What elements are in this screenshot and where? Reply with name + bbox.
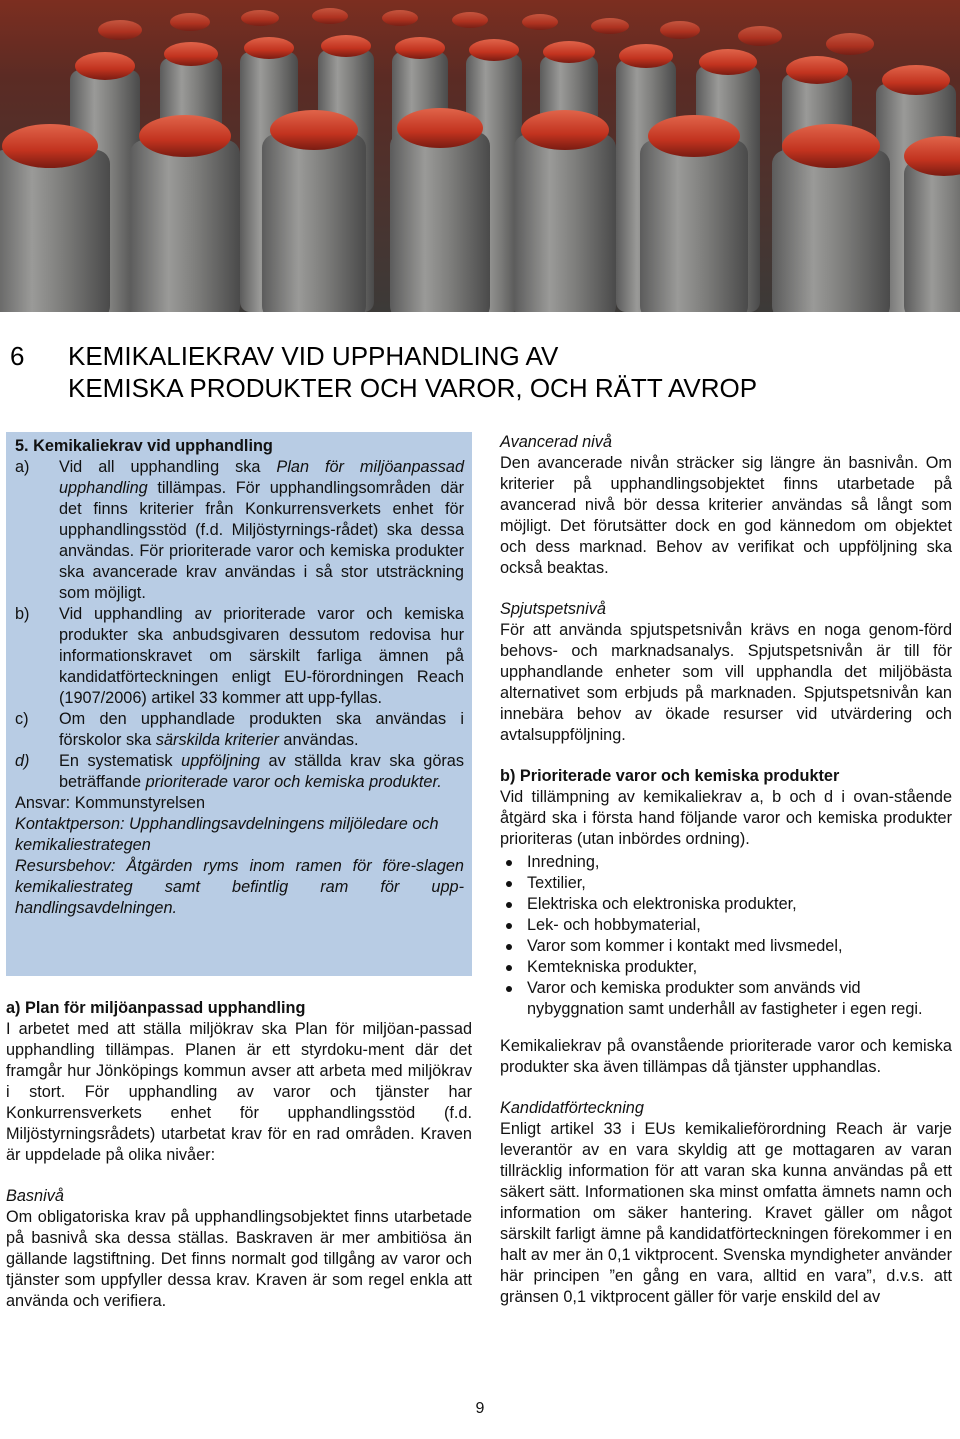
bullet-icon	[506, 965, 512, 971]
list-item-text: Kemtekniska produkter,	[527, 958, 698, 976]
kandidat-heading: Kandidatförteckning	[500, 1099, 644, 1117]
priority-list	[500, 852, 952, 1020]
item-text: Vid upphandling av prioriterade varor och kemiska produkter ska anbudsgivaren dessutom redovisa hur informationskravet om särskilt farliga ämnen på kandidatförteckningen enligt EU-förordningen Reach (1907/2006) artikel 33 kommer att upp-fyllas.	[59, 605, 464, 707]
chapter-title-line1: KEMIKALIEKRAV VID UPPHANDLING AV	[68, 341, 559, 371]
item-label: a)	[15, 458, 30, 476]
list-item	[500, 936, 952, 957]
item-emphasis: Plan för miljöanpassad upphandling	[59, 458, 464, 497]
basniva-body: Om obligatoriska krav på upphandlingsobjektet finns utarbetade på basnivå ska dessa ställas. Baskraven är mer ambitiösa än gällande lagstiftning. Det finns normalt god tillgång av varor och tjänster som uppfyller dessa krav. Kraven är som regel enkla att använda och verifiera.	[6, 1208, 472, 1310]
avancerad-body: Den avancerade nivån sträcker sig längre än basnivån. Om kriterier på upphandlingsobjektet finns utarbetade på avancerad nivå bör dessa kriterier användas så långt som möjligt. Det förutsätter dock en god kännedom om objektet och dess marknad. Behov av verifikat och uppföljning ska också beaktas.	[500, 454, 952, 577]
contact-person: Kontaktperson: Upphandlingsavdelningens miljöledare och kemikaliestrategen	[15, 815, 439, 854]
avancerad-heading: Avancerad nivå	[500, 433, 612, 451]
list-item	[500, 978, 952, 1020]
kandidat-body: Enligt artikel 33 i EUs kemikalieförordning Reach är varje leverantör av en vara skyldig att ge mottagaren av varan tillräcklig information för att varan ska kunna användas på ett säkert sätt. Informationen ska minst omfatta ämnets namn och information om säker hantering. Kravet gäller om något särskilt farligt ämne på kandidatförteckningen förekommer i en halt av mer än 0,1 viktprocent. Svenska myndigheter använder här principen ”en gång en vara, alltid en vara”, d.v.s. att gränsen 0,1 viktprocent gäller för varje enskild del av	[500, 1120, 952, 1306]
chemical-containers-image	[0, 0, 960, 312]
item-emphasis: uppföljning	[181, 752, 260, 770]
section-a-heading: a) Plan för miljöanpassad upphandling	[6, 999, 306, 1017]
list-item	[500, 894, 952, 915]
item-text: Vid all upphandling ska	[59, 458, 277, 476]
box-item-b	[15, 604, 464, 709]
header-photo	[0, 0, 960, 312]
list-item-text: Lek- och hobbymaterial,	[527, 916, 701, 934]
action-box	[6, 432, 472, 976]
right-column	[500, 432, 952, 1308]
responsibility: Ansvar: Kommunstyrelsen	[15, 794, 206, 812]
basniva-heading: Basnivå	[6, 1187, 64, 1205]
item-emphasis: särskilda kriterier	[155, 731, 279, 749]
item-text: En systematisk	[59, 752, 182, 770]
list-item-text: Varor som kommer i kontakt med livsmedel,	[527, 937, 843, 955]
item-text: av ställda krav ska göras beträffande	[59, 752, 464, 791]
item-text: användas.	[278, 731, 359, 749]
resource-need: Resursbehov: Åtgärden ryms inom ramen för före-slagen kemikaliestrateg samt befintlig ram för upp-handlingsavdelningen.	[15, 857, 464, 917]
item-label: c)	[15, 710, 29, 728]
spjutspets-heading: Spjutspetsnivå	[500, 600, 606, 618]
item-label: b)	[15, 605, 30, 623]
bullet-icon	[506, 923, 512, 929]
box-item-c	[15, 709, 464, 751]
list-item	[500, 873, 952, 894]
bullet-icon	[506, 881, 512, 887]
item-text: Om den upphandlade produkten ska användas i förskolor ska	[59, 710, 464, 749]
list-item-text: Varor och kemiska produkter som används vid nybyggnation samt underhåll av fastigheter i egen regi.	[527, 979, 923, 1018]
box-item-d	[15, 751, 464, 793]
item-label: d)	[15, 752, 30, 770]
list-item-text: Elektriska och elektroniska produkter,	[527, 895, 797, 913]
item-text: tillämpas. För upphandlingsområden där det finns kriterier från Konkurrensverkets enhet för upphandlingsstöd (f.d. Miljöstyrnings-rådet) ska dessa användas. För prioriterade varor och kemiska produkter ska avancerade krav användas i så stor utsträckning som möjligt.	[59, 479, 464, 602]
chapter-title-line2: KEMISKA PRODUKTER OCH VAROR, OCH RÄTT AVROP	[68, 373, 758, 403]
chapter-number: 6	[10, 341, 25, 371]
box-item-a	[15, 457, 464, 604]
spjutspets-body: För att använda spjutspetsnivån krävs en noga genom-förd behovs- och marknadsanalys. Spjutspetsnivån är till för upphandlande enheter som vill upphandla det miljöbästa alternativet som erbjuds på marknaden. Spjutspetsnivån kan innebära behov av ökade resurser vid utvärdering och avtalsuppföljning.	[500, 621, 952, 744]
left-column	[6, 432, 472, 1312]
list-item-text: Inredning,	[527, 853, 600, 871]
list-item	[500, 915, 952, 936]
section-a-body: I arbetet med att ställa miljökrav ska Plan för miljöan-passad upphandling tillämpas. Planen är ett styrdoku-ment där det framgår hur Jönköpings kommun avser att arbeta med miljökrav i stort. För upphandling av varor och tjänster har Konkurrensverkets enhet för upphandlingsstöd (f.d. Miljöstyrningsrådets) utarbetat krav för en rad områden. Kraven är uppdelade på olika nivåer:	[6, 1020, 472, 1164]
bullet-icon	[506, 902, 512, 908]
box-heading: 5. Kemikaliekrav vid upphandling	[15, 437, 273, 455]
list-item	[500, 852, 952, 873]
list-item	[500, 957, 952, 978]
list-item-text: Textilier,	[527, 874, 586, 892]
after-list-text: Kemikaliekrav på ovanstående prioriterade varor och kemiska produkter ska även tillämpas då tjänster upphandlas.	[500, 1037, 952, 1076]
section-b-heading: b) Prioriterade varor och kemiska produkter	[500, 767, 840, 785]
bullet-icon	[506, 860, 512, 866]
bullet-icon	[506, 986, 512, 992]
bullet-icon	[506, 944, 512, 950]
item-emphasis: prioriterade varor och kemiska produkter.	[145, 773, 442, 791]
section-b-body: Vid tillämpning av kemikaliekrav a, b och d i ovan-stående åtgärd ska i första hand följande varor och kemiska produkter prioriteras (utan inbördes ordning).	[500, 788, 952, 848]
page-number: 9	[475, 1400, 485, 1417]
